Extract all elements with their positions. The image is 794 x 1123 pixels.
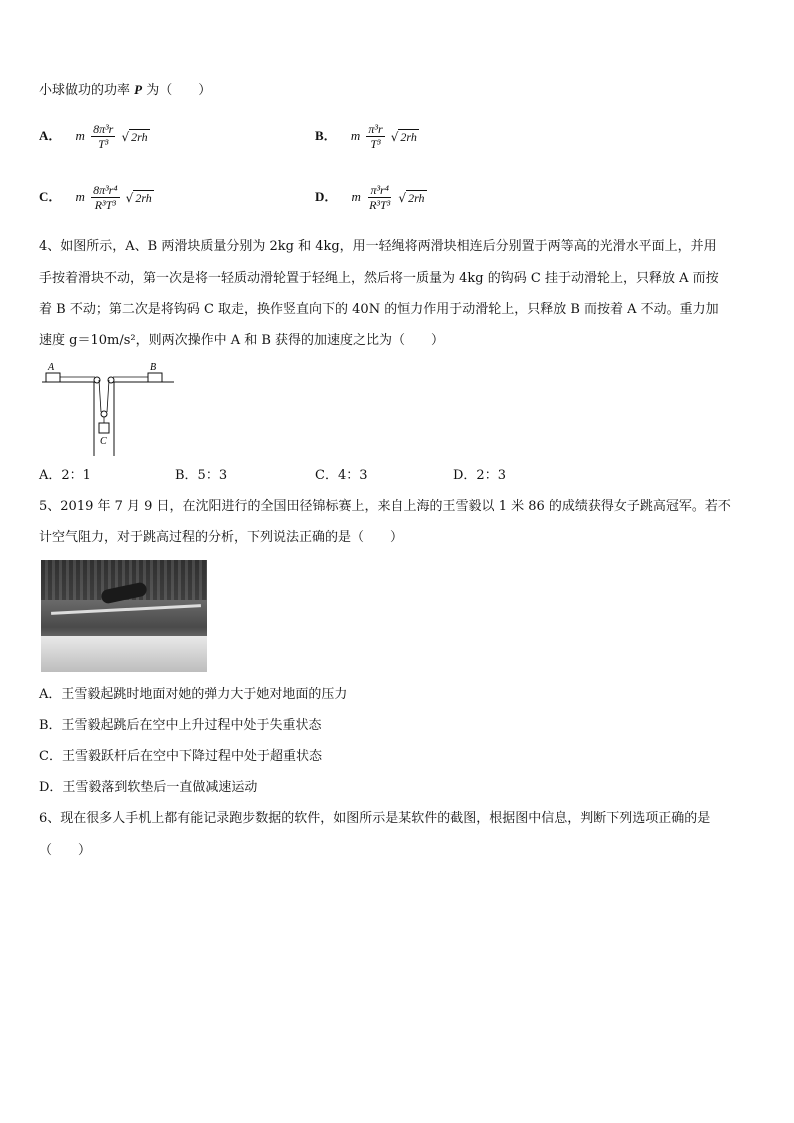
q5-option-b: B．王雪毅起跳后在空中上升过程中处于失重状态	[39, 718, 322, 733]
q3-option-a: A． m $\frac{\text{8π³r}}{\text{T³}}$ √ 2rh	[39, 122, 148, 151]
q6-line-2: （ ）	[39, 843, 92, 858]
q5-option-c: C．王雪毅跃杆后在空中下降过程中处于超重状态	[39, 749, 322, 764]
hook-weight-c	[99, 423, 109, 433]
q6-line-1: 6、现在很多人手机上都有能记录跑步数据的软件，如图所示是某软件的截图，根据图中信息，判断下列选项正确的是	[39, 811, 711, 826]
q4-option-d: D．2：3	[453, 468, 506, 483]
q4-line-3: 着 B 不动；第二次是将钩码 C 取走，换作竖直向下的 40N 的恒力作用于动滑轮上，只释放 B 而按着 A 不动。重力加	[39, 302, 719, 317]
q3-stem-suffix: 为（ ）	[142, 83, 212, 98]
q4-option-c: C．4：3	[315, 468, 368, 483]
sqrt-symbol: √ 2rh	[121, 129, 148, 144]
pulley-diagram	[38, 360, 178, 460]
q3-stem-text: 小球做功的功率	[39, 83, 135, 98]
q3-stem	[39, 82, 211, 99]
q3-stem-var: P	[134, 82, 143, 97]
q4-line-1: 4、如图所示，A、B 两滑块质量分别为 2kg 和 4kg，用一轻绳将两滑块相连后分别置于两等高的光滑水平面上，并用	[39, 239, 717, 254]
q4-option-a: A．2：1	[39, 468, 91, 483]
q3-option-b: B． m $\frac{\text{π³r}}{\text{T³}}$ √ 2rh	[315, 122, 417, 151]
q4-line-4: 速度 g＝10m/s²，则两次操作中 A 和 B 获得的加速度之比为（ ）	[39, 333, 445, 348]
sqrt-symbol: √ 2rh	[125, 190, 152, 205]
block-b	[148, 373, 162, 382]
block-a-label: A	[48, 362, 55, 373]
q3-option-d: D． m $\frac{\text{π³r⁴}}{\text{R³T³}}$ √ 2rh	[315, 183, 425, 212]
q5-option-d: D．王雪毅落到软垫后一直做减速运动	[39, 780, 258, 795]
q3-option-c: C． m $\frac{\text{8π³r⁴}}{\text{R³T³}}$ √ 2rh	[39, 183, 152, 212]
q5-line-2: 计空气阻力，对于跳高过程的分析，下列说法正确的是（ ）	[39, 530, 404, 545]
q4-option-b: B．5：3	[175, 468, 228, 483]
q4-line-2: 手按着滑块不动，第一次是将一轻质动滑轮置于轻绳上，然后将一质量为 4kg 的钩码 C 挂于动滑轮上，只释放 A 而按	[39, 271, 719, 286]
block-a	[46, 373, 60, 382]
sqrt-symbol: √ 2rh	[398, 190, 425, 205]
q5-option-a: A．王雪毅起跳时地面对她的弹力大于她对地面的压力	[39, 687, 348, 702]
block-b-label: B	[150, 362, 157, 373]
q5-line-1: 5、2019 年 7 月 9 日，在沈阳进行的全国田径锦标赛上，来自上海的王雪毅以 1 米 86 的成绩获得女子跳高冠军。若不	[39, 499, 731, 514]
sqrt-symbol: √ 2rh	[390, 129, 417, 144]
high-jump-photo	[41, 560, 207, 672]
moving-pulley	[101, 411, 107, 417]
hook-weight-c-label: C	[100, 436, 107, 447]
